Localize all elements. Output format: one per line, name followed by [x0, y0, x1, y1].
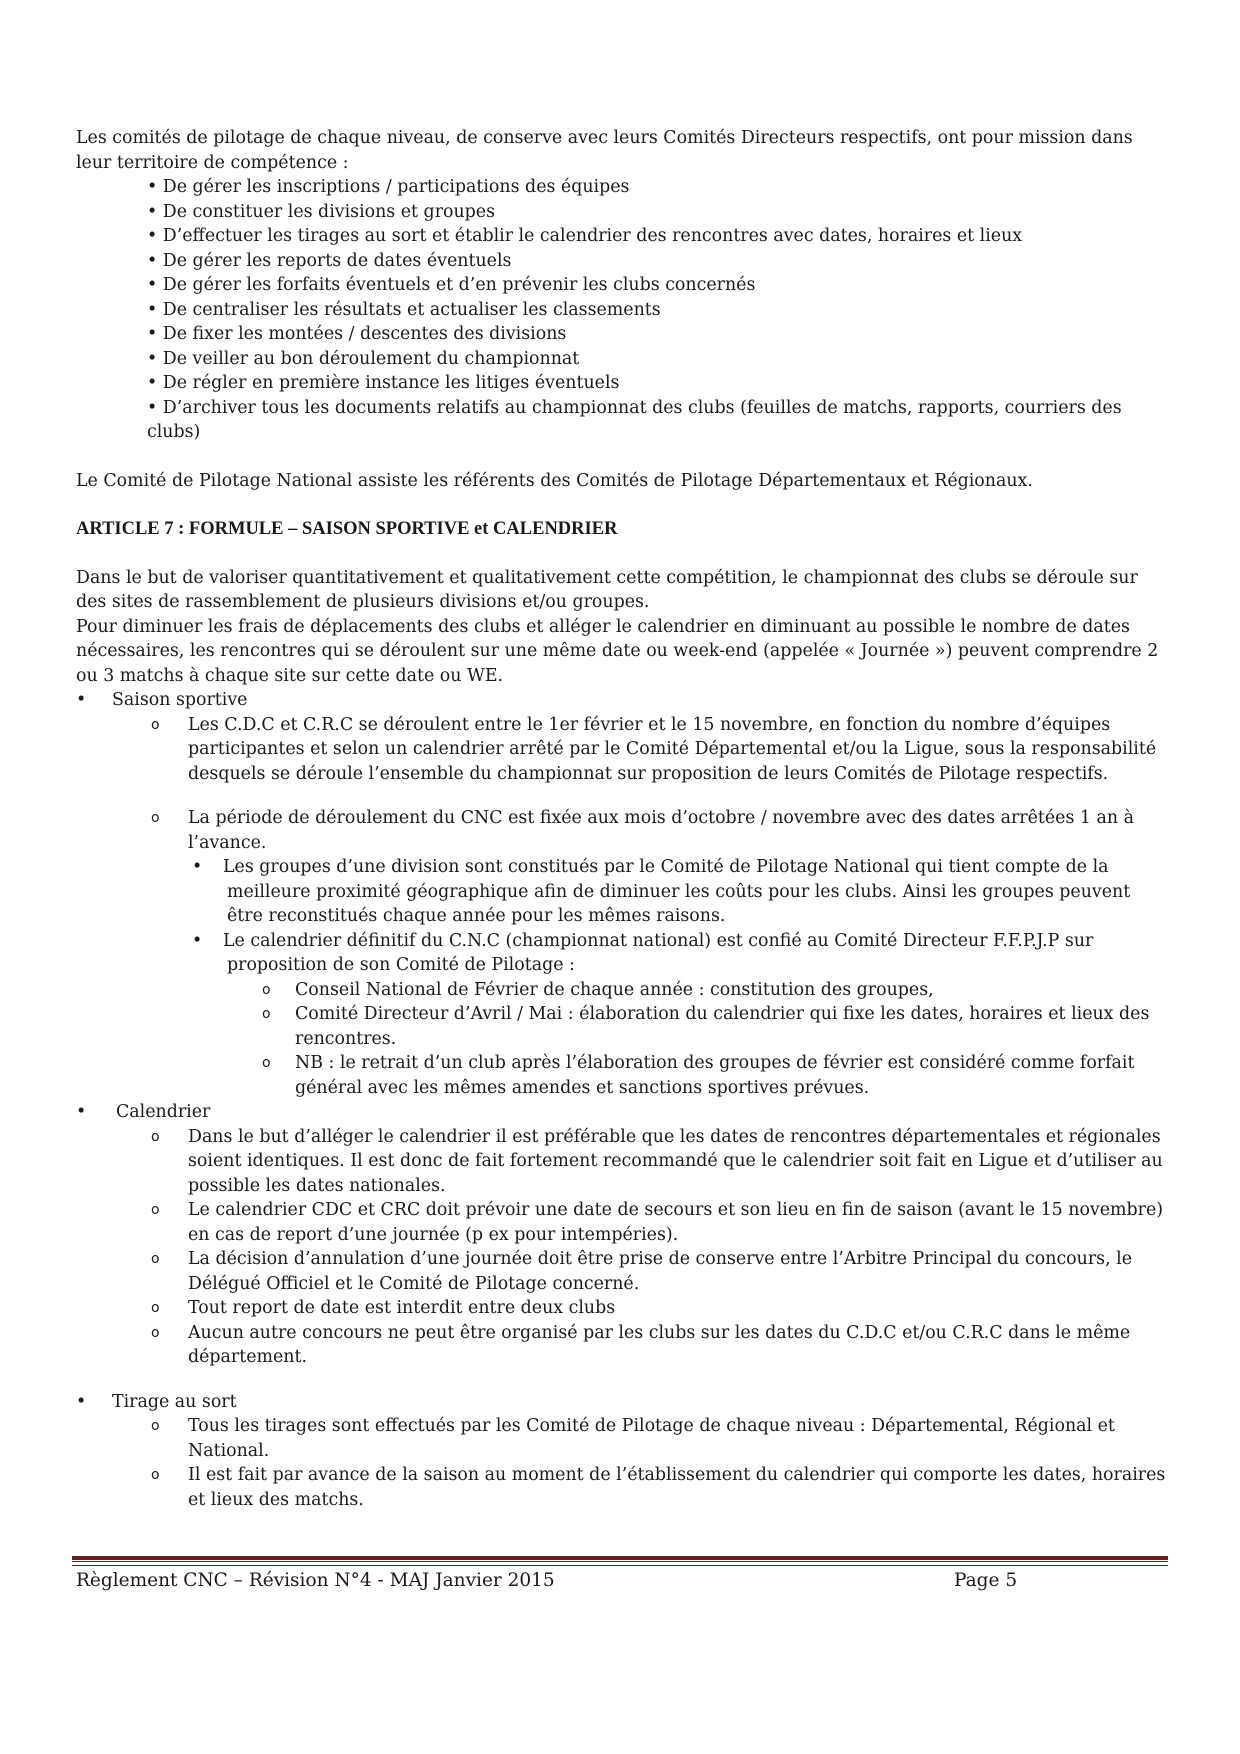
list-item-text: Il est fait par avance de la saison au moment de l’établissement du calendrier qui comporte les dates, horaires et lieux des matchs. [188, 1465, 1166, 1510]
list-item-text: NB : le retrait d’un club après l’élaboration des groupes de février est considéré comme forfait général avec les mêmes amendes et sanctions sportives prévues. [295, 1053, 1135, 1098]
section-label: Tirage au sort [112, 1391, 237, 1412]
section-label: Saison sportive [112, 690, 248, 710]
list-item-text: Le calendrier définitif du C.N.C (championnat national) est confié au Comité Directeur F.F.P.J.P sur [223, 930, 1094, 951]
list-item [76, 929, 1171, 978]
section-tirage [76, 1390, 1171, 1415]
list-item [76, 1463, 1171, 1512]
list-item-text: Conseil National de Février de chaque année : constitution des groupes, [295, 979, 934, 1000]
list-item [76, 1198, 1171, 1247]
article-paragraph-1: Dans le but de valoriser quantitativement et qualitativement cette compétition, le championnat des clubs se déroule sur des sites de rassemblement de plusieurs divisions et/ou groupes. [76, 567, 1138, 612]
section-label: Calendrier [116, 1102, 211, 1122]
list-item: • De constituer les divisions et groupes [147, 201, 496, 222]
list-item: • De veiller au bon déroulement du championnat [147, 348, 580, 369]
bullet-icon: • [76, 1102, 87, 1122]
article-title: ARTICLE 7 : FORMULE – SAISON SPORTIVE et CALENDRIER [76, 519, 618, 539]
list-item-text: Les groupes d’une division sont constitués par le Comité de Pilotage National qui tient compte de la [223, 857, 1109, 877]
list-item [76, 1002, 1171, 1051]
circle-bullet-icon: o [262, 981, 271, 998]
list-item [76, 1125, 1171, 1199]
list-item [76, 1051, 1171, 1100]
section-calendrier [76, 1100, 1171, 1125]
circle-bullet-icon: o [151, 1202, 160, 1218]
circle-bullet-icon: o [262, 1055, 271, 1071]
list-item-text: Le calendrier CDC et CRC doit prévoir une date de secours et son lieu en fin de saison (avant le 15 novembre) en cas de report d’une journée (p ex pour intempéries). [188, 1200, 1164, 1245]
footer-title: Règlement CNC – Révision N°4 - MAJ Janvier 2015 [76, 1570, 555, 1591]
circle-bullet-icon: o [151, 810, 160, 826]
list-item [76, 806, 1171, 855]
circle-bullet-icon: o [151, 1128, 160, 1145]
list-item [76, 978, 1171, 1003]
list-item-text: proposition de son Comité de Pilotage : [227, 955, 575, 975]
bullet-icon: • [76, 1391, 87, 1412]
list-item [76, 1247, 1171, 1296]
list-item-text: Tout report de date est interdit entre deux clubs [188, 1298, 616, 1318]
list-item-text: La décision d’annulation d’une journée doit être prise de conserve entre l’Arbitre Principal du concours, le Délégué Officiel et le Comité de Pilotage concerné. [188, 1249, 1133, 1294]
bullet-icon: • [192, 857, 203, 877]
circle-bullet-icon: o [151, 1300, 160, 1316]
circle-bullet-icon: o [151, 1251, 160, 1267]
article-paragraph-2: Pour diminuer les frais de déplacements des clubs et alléger le calendrier en diminuant au possible le nombre de dates nécessaires, les rencontres qui se déroulent sur une même date ou week-end (appelée « Journée ») peuvent comprendre 2 ou 3 matchs à chaque site sur cette date ou WE. [76, 616, 1159, 686]
mission-list [147, 175, 1171, 445]
circle-bullet-icon: o [151, 1418, 160, 1434]
list-item: • D’archiver tous les documents relatifs au championnat des clubs (feuilles de matchs, rapports, courriers des clubs) [147, 397, 1122, 442]
bullet-icon: • [76, 690, 87, 710]
list-item-text: Dans le but d’alléger le calendrier il est préférable que les dates de rencontres départementales et régionales soient identiques. Il est donc de fait fortement recommandé que le calendrier soit fait en Ligue et d’utiliser au possible les dates nationales. [188, 1126, 1163, 1196]
intro-paragraph: Les comités de pilotage de chaque niveau, de conserve avec leurs Comités Directeurs respectifs, ont pour mission dans leur territoire de compétence : [76, 128, 1133, 173]
list-item-text: Aucun autre concours ne peut être organisé par les clubs sur les dates du C.D.C et/ou C.R.C dans le même département. [188, 1322, 1131, 1367]
page-number: Page 5 [954, 1570, 1018, 1591]
list-item: • De gérer les forfaits éventuels et d’en prévenir les clubs concernés [147, 275, 756, 295]
list-item-text: Tous les tirages sont effectués par les Comité de Pilotage de chaque niveau : Départemental, Régional et National. [188, 1416, 1115, 1461]
list-item [76, 1414, 1171, 1463]
footer-divider [72, 1556, 1168, 1566]
national-paragraph: Le Comité de Pilotage National assiste les référents des Comités de Pilotage Départementaux et Régionaux. [76, 470, 1033, 491]
circle-bullet-icon: o [151, 1467, 160, 1483]
list-item: • De gérer les inscriptions / participations des équipes [147, 177, 630, 197]
circle-bullet-icon: o [151, 1324, 160, 1341]
section-saison [76, 688, 1171, 713]
list-item: • D’effectuer les tirages au sort et établir le calendrier des rencontres avec dates, horaires et lieux [147, 226, 1023, 246]
bullet-icon: • [192, 930, 203, 951]
list-item: • De régler en première instance les litiges éventuels [147, 373, 620, 393]
list-item-text: Les C.D.C et C.R.C se déroulent entre le 1er février et le 15 novembre, en fonction du nombre d’équipes participantes et selon un calendrier arrêté par le Comité Départemental et/ou la Ligue, sous la responsabilité desquels se déroule l’ensemble du championnat sur proposition de leurs Comités de Pilotage respectifs. [188, 714, 1157, 784]
list-item [76, 855, 1171, 929]
page-body [76, 126, 1171, 1512]
list-item: • De centraliser les résultats et actualiser les classements [147, 299, 661, 320]
list-item-text: La période de déroulement du CNC est fixée aux mois d’octobre / novembre avec des dates arrêtées 1 an à l’avance. [188, 808, 1134, 853]
list-item-text: Comité Directeur d’Avril / Mai : élaboration du calendrier qui fixe les dates, horaires et lieux des rencontres. [295, 1004, 1150, 1049]
list-item-text: meilleure proximité géographique afin de diminuer les coûts pour les clubs. Ainsi les groupes peuvent être reconstitués chaque année pour les mêmes raisons. [227, 881, 1131, 926]
list-item: • De gérer les reports de dates éventuels [147, 250, 512, 271]
list-item [76, 1296, 1171, 1321]
circle-bullet-icon: o [262, 1006, 271, 1022]
list-item [76, 1321, 1171, 1370]
circle-bullet-icon: o [151, 716, 160, 733]
list-item [76, 713, 1171, 787]
list-item: • De fixer les montées / descentes des divisions [147, 324, 567, 344]
